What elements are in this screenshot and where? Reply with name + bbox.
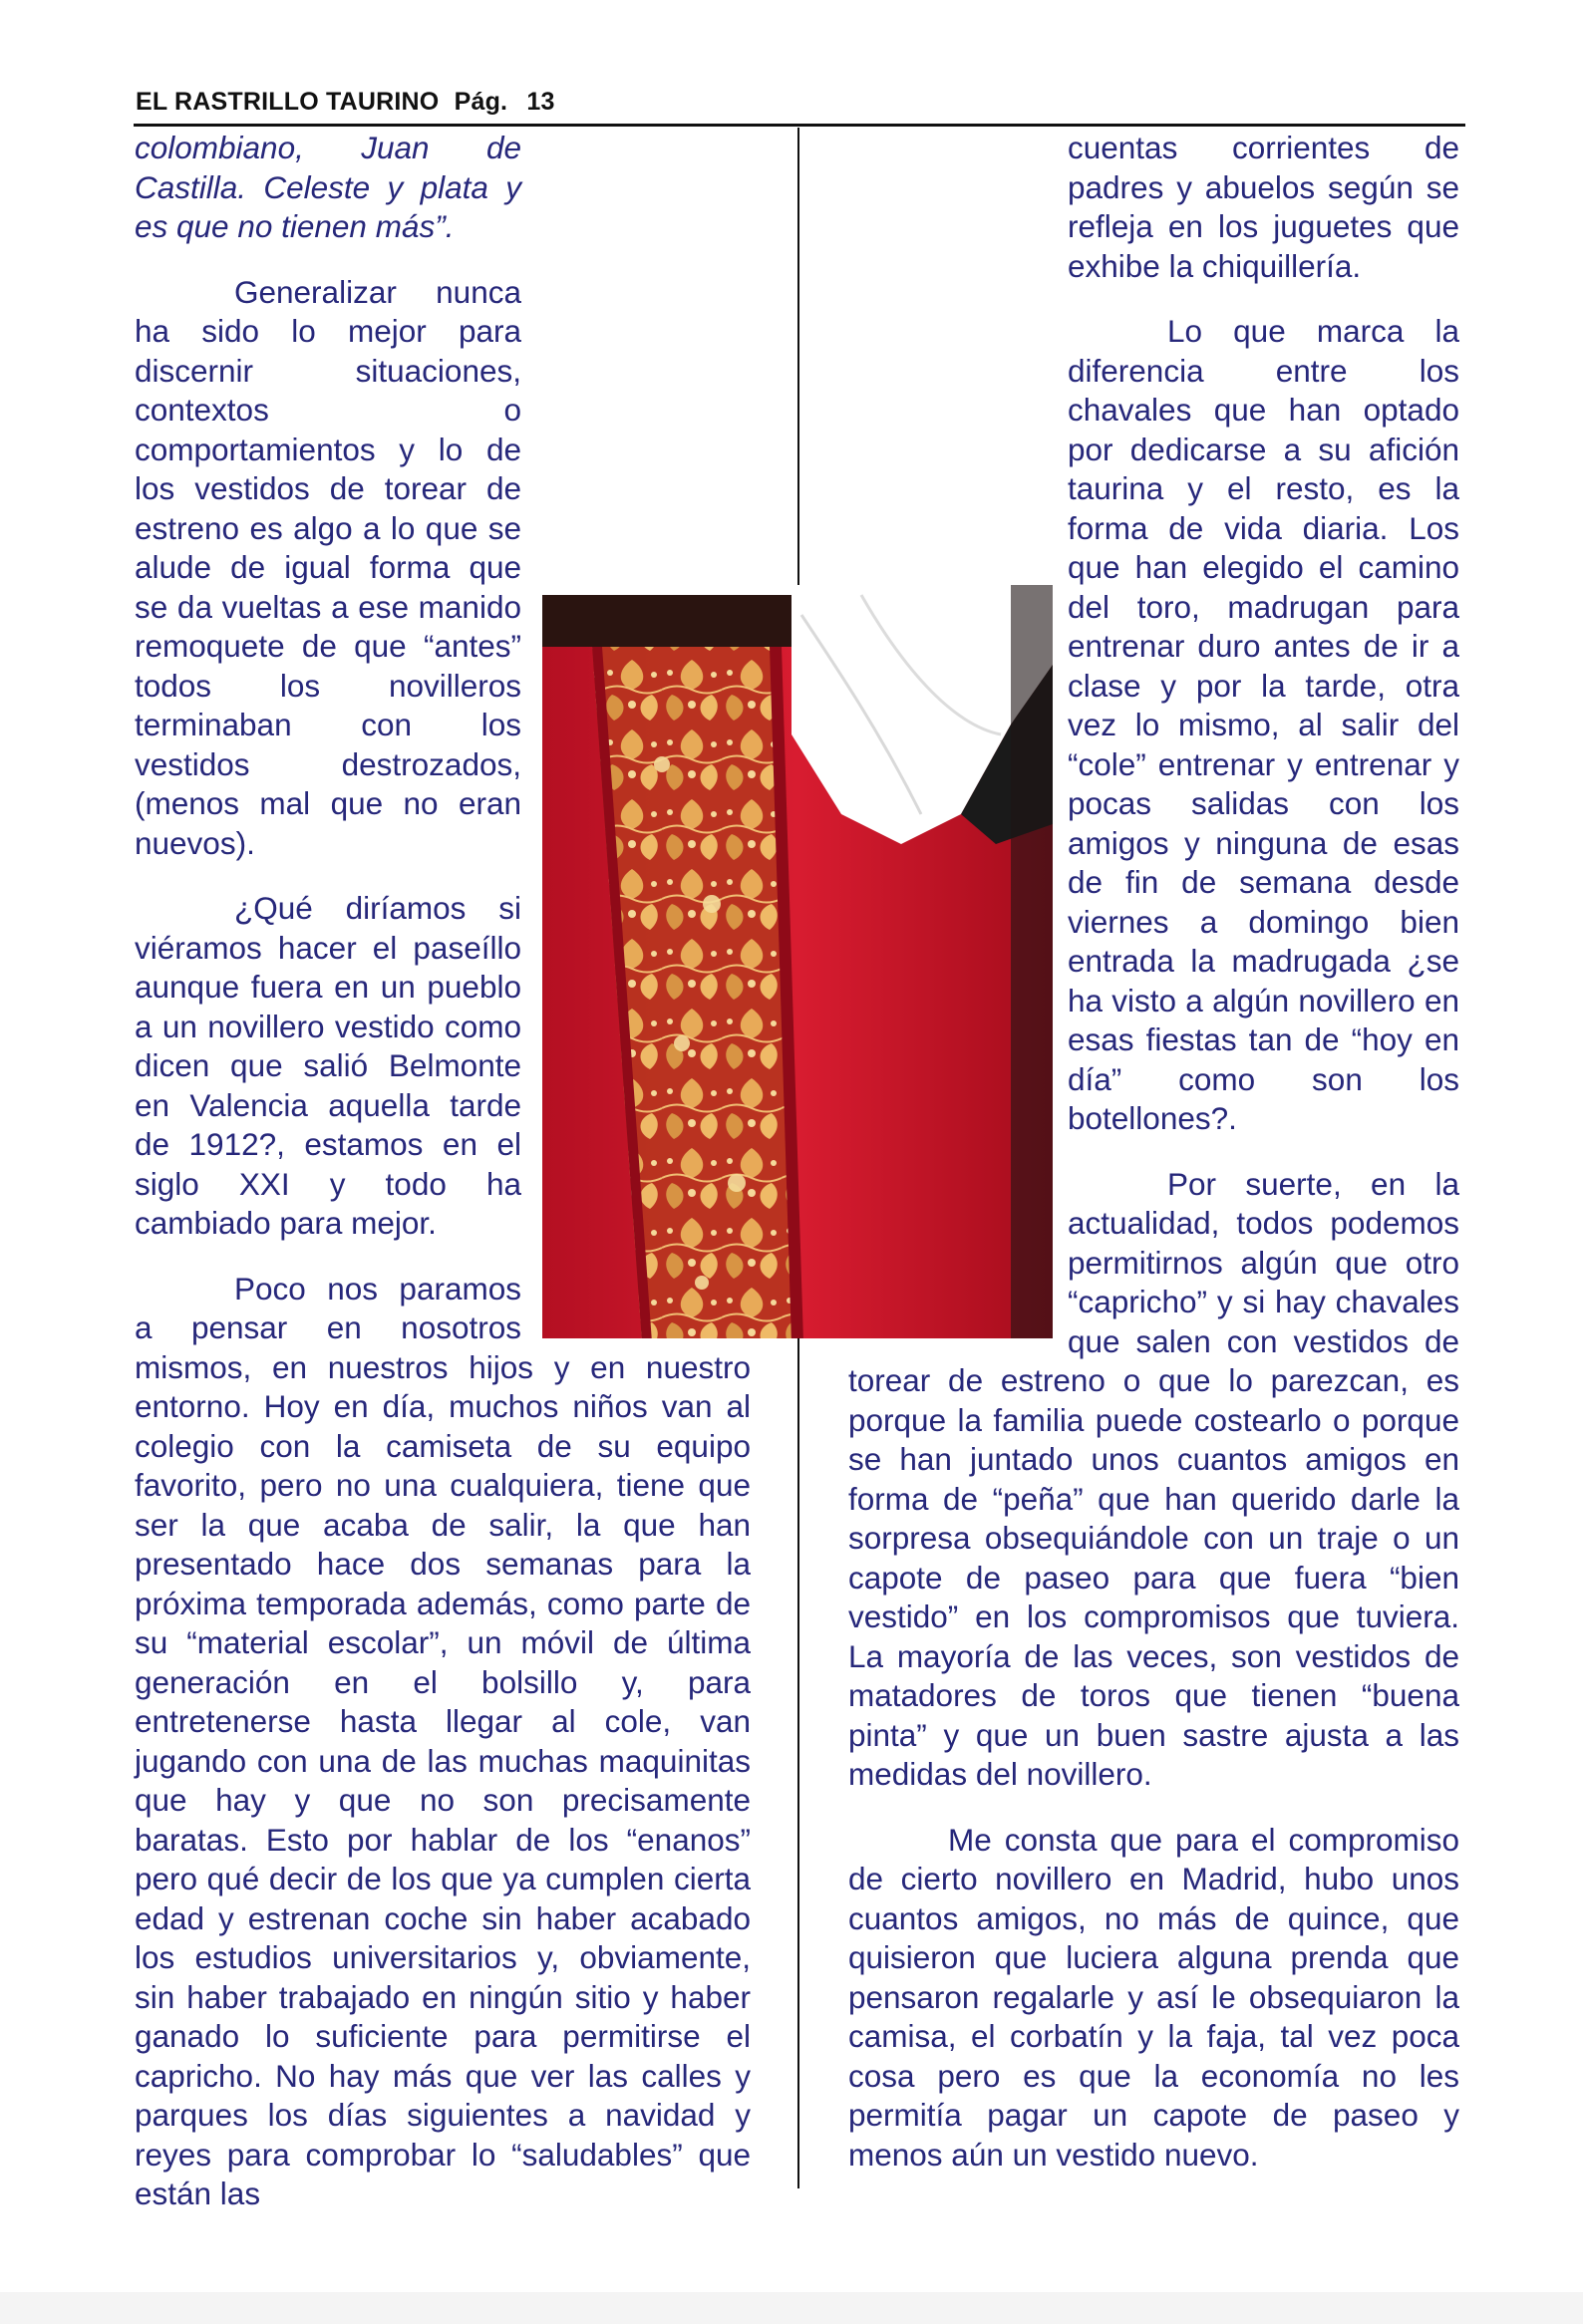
page-number: 13 bbox=[526, 88, 555, 116]
right-paragraph-4: Me consta que para el compromiso de cierto novillero en Madrid, hubo unos cuantos amigos, no más de quince, que quisieron que luciera alguna prenda que pensaron regalarle y así le obsequiaron la camisa, el corbatín y la faja, tal vez poca cosa pero es que la economía no les permitía pagar un capote de paseo y menos aún un vestido nuevo. bbox=[848, 1821, 1459, 2173]
right-paragraph-3: Por suerte, en la actualidad, todos podemos permitirnos algún que otro “capricho” y si hay chavales que salen con vestidos de torear de estreno o que lo parezcan, es porque la familia puede costearlo o porque se han juntado unos cuantos amigos en forma de “peña” que han querido darle la sorpresa obsequiándole con un traje o un capote de paseo para que fuera “bien vestido” en los compromisos que tuviera. La mayoría de las veces, son vestidos de matadores de toros que tienen “buena pinta” y que un buen sastre ajusta a las medidas del novillero. bbox=[848, 1165, 1459, 1792]
magazine-title: EL RASTRILLO TAURINO bbox=[136, 88, 440, 116]
left-paragraph-2: Generalizar nunca ha sido lo mejor para discernir situaciones, contextos o comportamientos y lo de los vestidos de torear de estreno es algo a lo que se alude de igual forma que se da vueltas a ese manido remoquete de que “antes” todos los novilleros terminaban con los vestidos destrozados, (menos mal que no eran nuevos). bbox=[135, 273, 521, 861]
page-header bbox=[136, 88, 555, 117]
right-paragraph-1: cuentas corrientes de padres y abuelos según se refleja en los juguetes que exhibe la chiquillería. bbox=[1068, 130, 1459, 284]
header-rule bbox=[134, 124, 1465, 127]
left-paragraph-1: colombiano, Juan de Castilla. Celeste y plata y es que no tienen más”. bbox=[135, 130, 521, 244]
scan-edge bbox=[0, 2292, 1583, 2324]
left-paragraph-4: Poco nos paramos a pensar en nosotros mismos, en nuestros hijos y en nuestro entorno. Hoy en día, muchos niños van al colegio con la camiseta de su equipo favorito, pero no una cualquiera, tiene que ser la que acaba de salir, la que han presentado hace dos semanas para la próxima temporada además, como parte de su “material escolar”, un móvil de última generación en el bolsillo y, para entretenerse hasta llegar al cole, van jugando con una de las muchas maquinitas que hay y que no son precisamente baratas. Esto por hablar de los “enanos” pero qué decir de los que ya cumplen cierta edad y estrenan coche sin haber acabado los estudios universitarios y, obviamente, sin haber trabajado en ningún sitio y haber ganado lo suficiente para permitirse el capricho. No hay más que ver las calles y parques los días siguientes a navidad y reyes para comprobar lo “saludables” que están las bbox=[135, 1270, 751, 2211]
embroidered-suit-photo bbox=[542, 585, 1053, 1338]
left-paragraph-3: ¿Qué diríamos si viéramos hacer el paseíllo aunque fuera en un pueblo a un novillero vestido como dicen que salió Belmonte en Valencia aquella tarde de 1912?, estamos en el siglo XXI y todo ha cambiado para mejor. bbox=[135, 890, 521, 1241]
page-label: Pág. bbox=[454, 88, 508, 116]
right-paragraph-2: Lo que marca la diferencia entre los chavales que han optado por dedicarse a su afición taurina y el resto, es la forma de vida diaria. Los que han elegido el camino del toro, madrugan para entrenar duro antes de ir a clase y por la tarde, otra vez lo mismo, al salir del “cole” entrenar y entrenar y pocas salidas con los amigos y ninguna de esas de fin de semana desde viernes a domingo bien entrada la madrugada ¿se ha visto a algún novillero en esas fiestas tan de “hoy en día” como son los botellones?. bbox=[1068, 313, 1459, 1136]
